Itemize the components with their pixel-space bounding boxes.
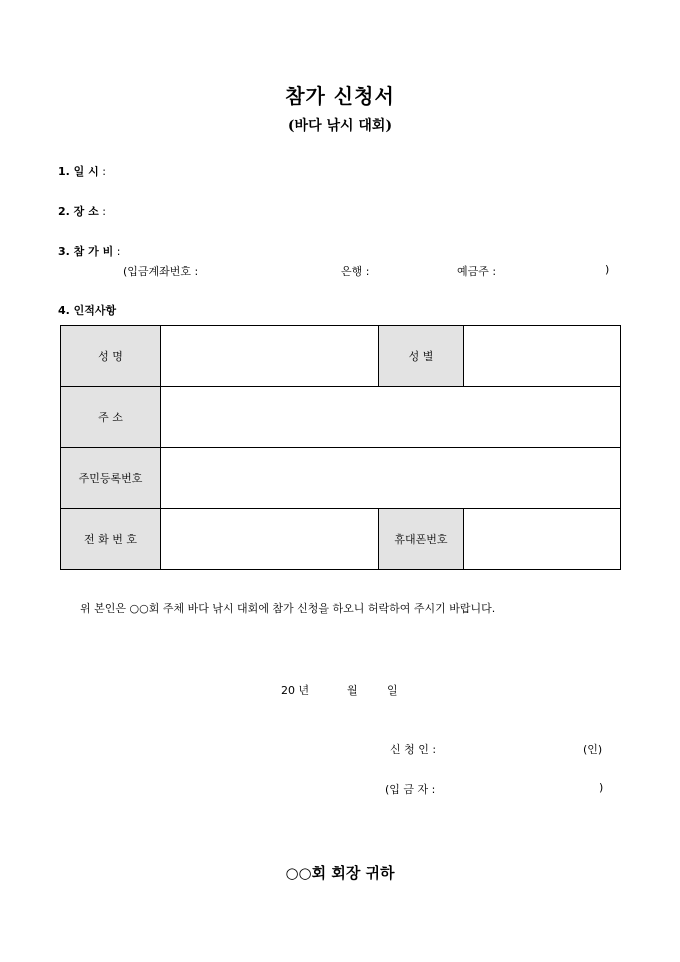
item-fee-label: 3. 참 가 비: [58, 245, 114, 258]
item-place: [58, 203, 106, 219]
depositor-close: ): [599, 781, 604, 794]
name-label: 성 명: [61, 326, 161, 387]
table-row: [61, 326, 621, 387]
date-month: 월: [347, 684, 358, 697]
depositor-label: (입 금 자 :: [385, 783, 436, 796]
date-year: 20 년: [281, 684, 310, 697]
phone-label: 전 화 번 호: [61, 509, 161, 570]
item-date-label: 1. 일 시: [58, 165, 99, 178]
applicant-seal: (인): [583, 743, 603, 756]
item-personal: [58, 302, 116, 318]
phone-field[interactable]: [161, 509, 379, 570]
date-day: 일: [387, 684, 398, 697]
table-row: [61, 509, 621, 570]
mobile-field[interactable]: [464, 509, 621, 570]
document-title: 참가 신청서: [285, 84, 395, 108]
account-close: ): [605, 263, 610, 276]
rrn-field[interactable]: [161, 448, 621, 509]
name-field[interactable]: [161, 326, 379, 387]
statement: 위 본인은 ○○회 주체 바다 낚시 대회에 참가 신청을 하오니 허락하여 주시기 바랍니다.: [80, 602, 496, 615]
item-fee: [58, 243, 120, 259]
mobile-label: 휴대폰번호: [379, 509, 464, 570]
gender-label: 성 별: [379, 326, 464, 387]
applicant-label: 신 청 인 :: [390, 743, 437, 756]
table-row: [61, 387, 621, 448]
item-place-label: 2. 장 소: [58, 205, 99, 218]
address-label: 주 소: [61, 387, 161, 448]
document-subtitle: (바다 낚시 대회): [287, 118, 393, 134]
item-date-colon: :: [102, 165, 106, 178]
rrn-label: 주민등록번호: [61, 448, 161, 509]
personal-info-table: [60, 325, 621, 570]
item-personal-label: 4. 인적사항: [58, 304, 117, 317]
account-holder: 예금주 :: [457, 265, 497, 278]
item-date: [58, 163, 106, 179]
table-row: [61, 448, 621, 509]
item-fee-colon: :: [116, 245, 121, 258]
account-bank: 은행 :: [341, 265, 370, 278]
item-place-colon: :: [102, 205, 106, 218]
gender-field[interactable]: [464, 326, 621, 387]
address-field[interactable]: [161, 387, 621, 448]
addressee: ○○회 회장 귀하: [285, 864, 395, 882]
account-open: (입금계좌번호 :: [123, 265, 199, 278]
